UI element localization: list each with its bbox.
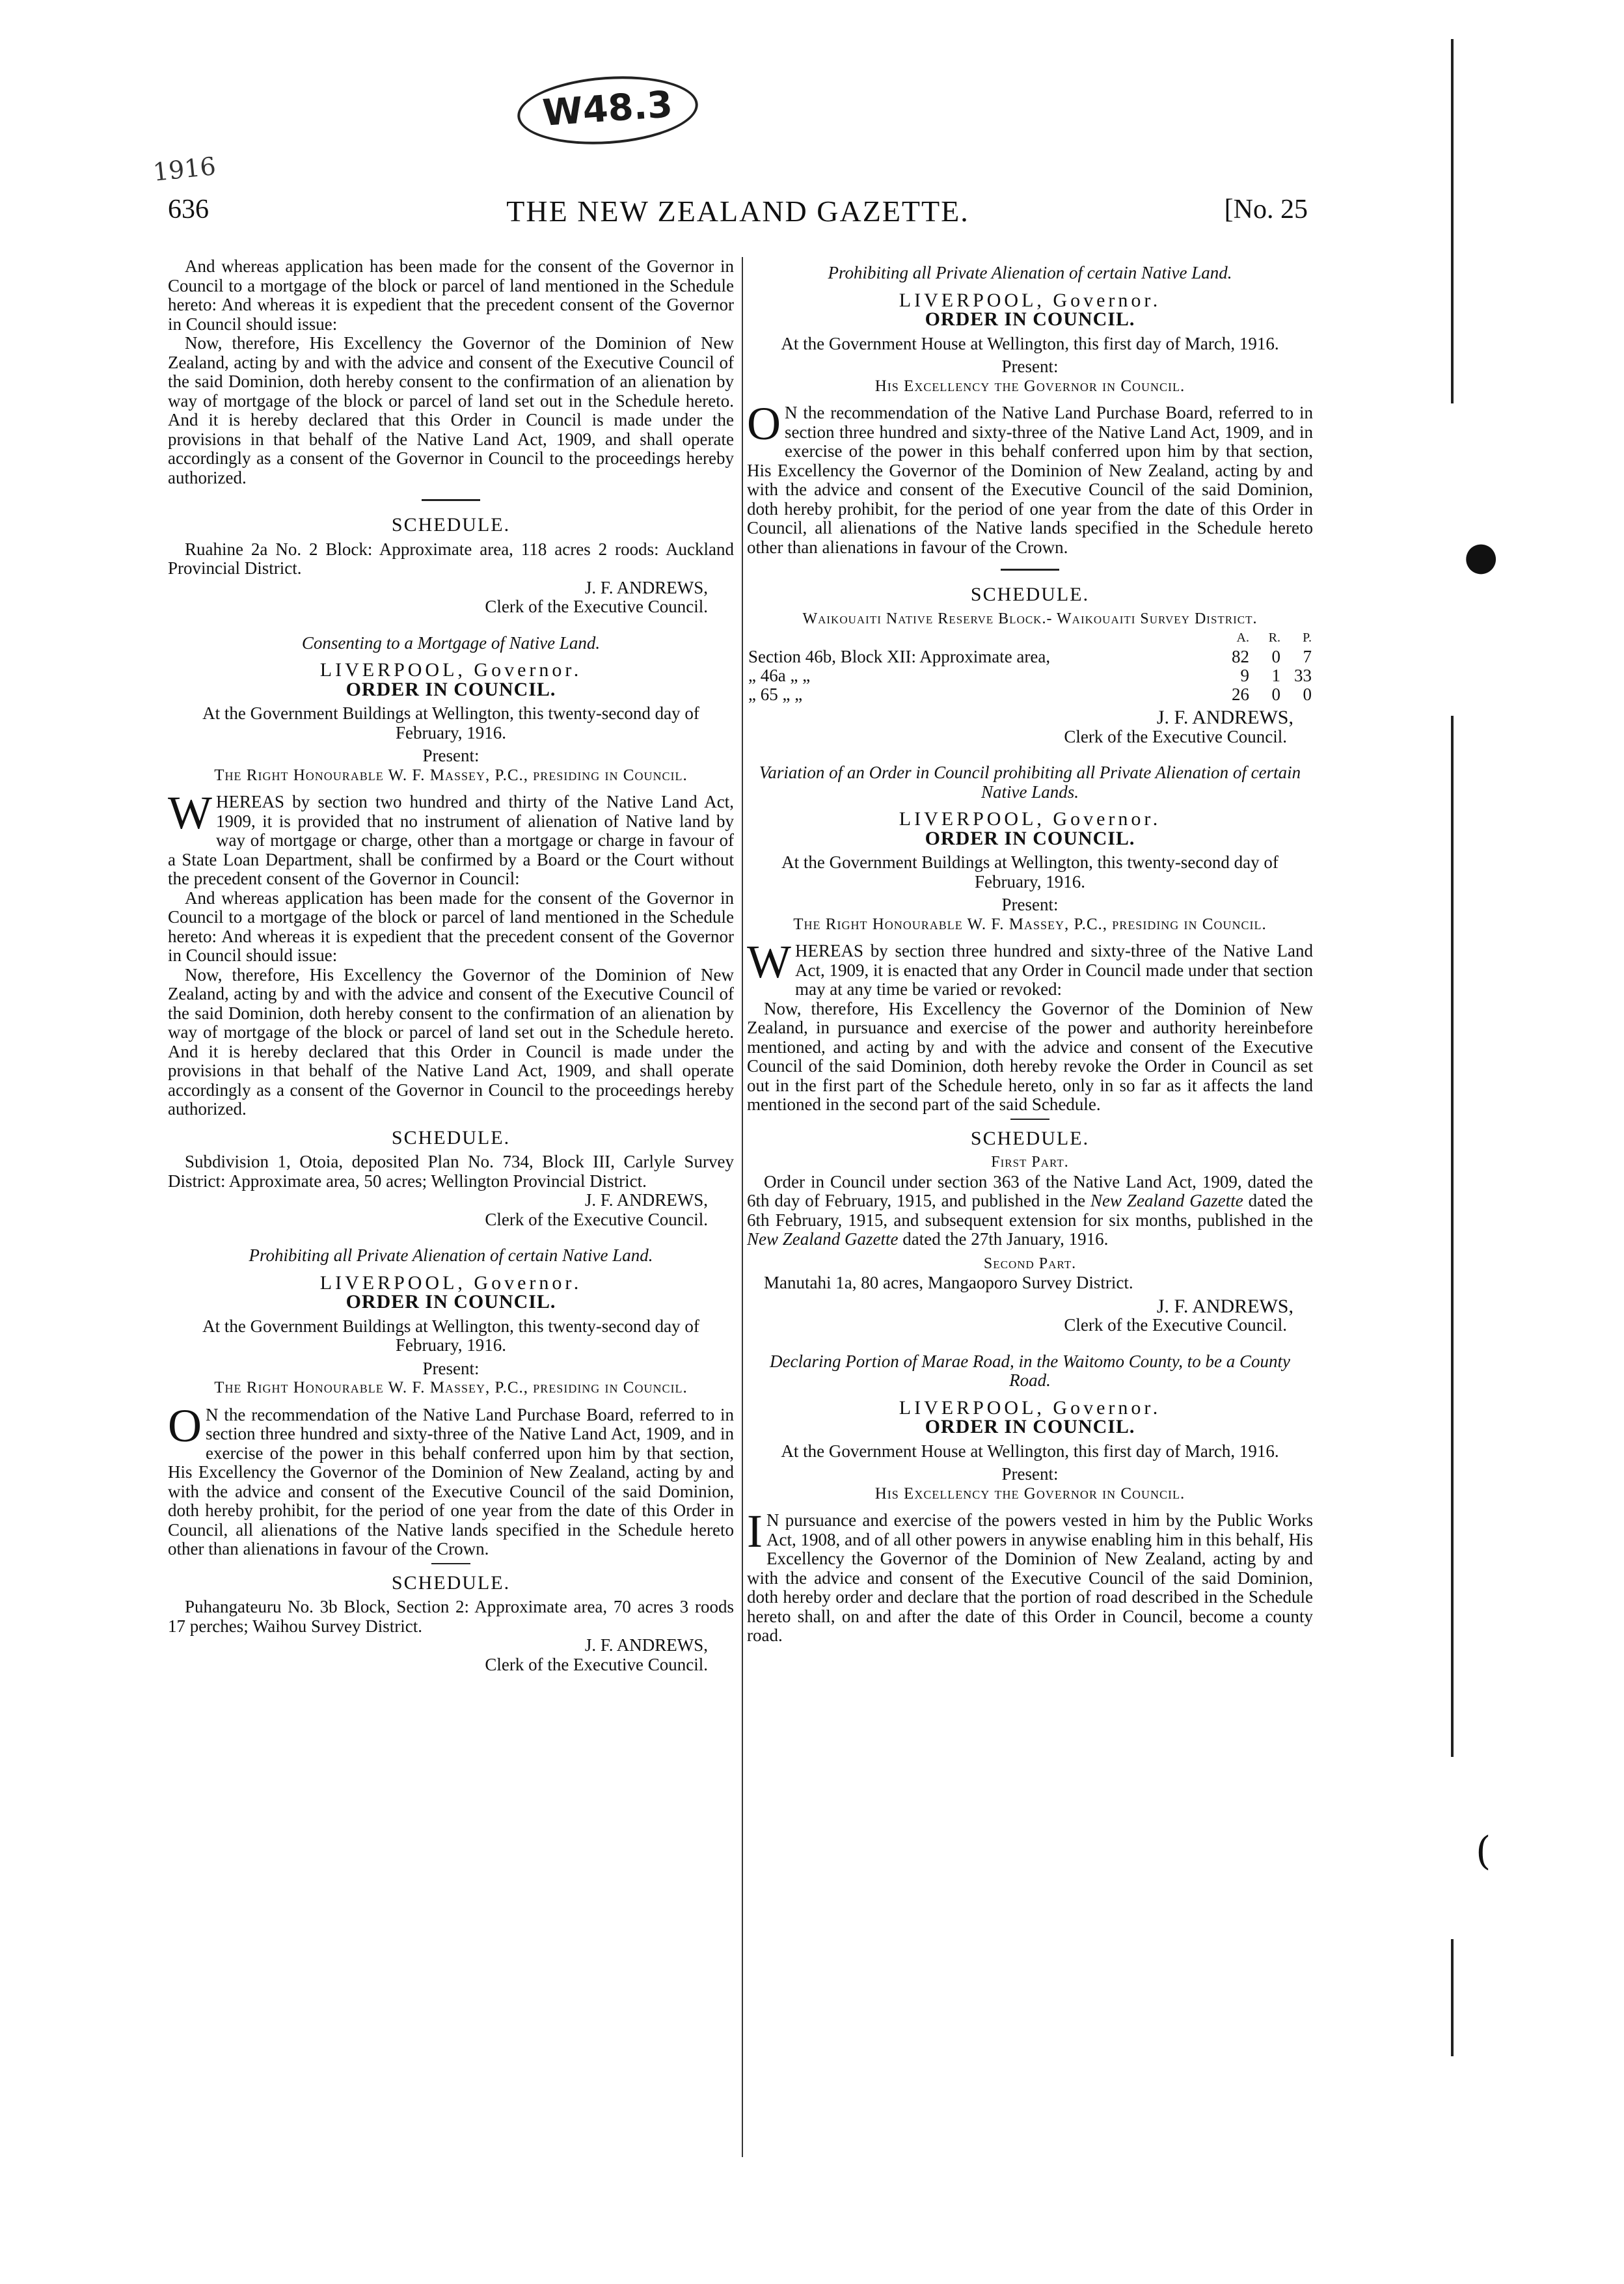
schedule-heading: SCHEDULE. [391, 514, 511, 536]
order-body-first: O N the recommendation of the Native Land Purchase Board, referred to in section three hundred and sixty-three of the Native Land Act, 1909, and in exercise of the power in this behalf conferred upon him by that section, His Excellency the Governor of the Dominion of New Zealand, acting by and with the advice and consent of the Executive Council of the said Dominion, doth hereby prohibit, for the period of one year from the date of this Order in Council, all alienations of the Native lands specified in the Schedule hereto other than alienations in favour of the Crown. [168, 1399, 734, 1558]
section-divider [431, 1563, 470, 1564]
second-part-text: Manutahi 1a, 80 acres, Mangaoporo Survey District. [764, 1273, 1133, 1292]
area-table [747, 629, 1313, 704]
binding-margin-line [1451, 39, 1454, 403]
first-part-text: Order in Council under section 363 of the Native Land Act, 1909, dated the 6th day of February, 1915, and published in the New Zealand Gazette dated the 6th February, 1915, and subsequent extension for six months, published in the New Zealand Gazette dated the 27th January, 1916. [747, 1171, 1313, 1249]
signatory-title: Clerk of the Executive Council. [485, 1209, 708, 1229]
handwritten-year-annotation: 1916 [151, 152, 217, 187]
schedule-heading: SCHEDULE. [970, 1127, 1090, 1149]
section-divider [422, 499, 480, 501]
present-label: Present: [1001, 1464, 1059, 1484]
signatory-name: J. F. ANDREWS, [1156, 1295, 1293, 1317]
schedule-heading: SCHEDULE. [391, 1571, 511, 1594]
binding-hole-mark: ● [1464, 534, 1498, 579]
present-label: Present: [422, 1358, 480, 1378]
presiding-line: His Excellency the Governor in Council. [874, 377, 1185, 395]
signatory-name: J. F. ANDREWS, [584, 1635, 708, 1655]
table-row [747, 666, 1313, 685]
row-roods: 1 [1271, 666, 1280, 685]
drop-cap: I [747, 1505, 763, 1557]
table-header-row [747, 629, 1313, 647]
row-label: Section 46b, Block XII: Approximate area, [748, 647, 1051, 666]
order-heading: Prohibiting all Private Alienation of certain Native Land. [828, 263, 1232, 282]
governor-line: LIVERPOOL, Governor. [319, 1271, 582, 1294]
intro-paragraph-1: And whereas application has been made for the consent of the Governor in Council to a mortgage of the block or parcel of land mentioned in the Schedule hereto: And whereas it is expedient that the precedent consent of the Governor in Council should issue: [168, 256, 734, 334]
order-title: ORDER IN COUNCIL. [345, 1291, 556, 1312]
binding-margin-line [1451, 716, 1454, 1757]
order-place-date: At the Government House at Wellington, this first day of March, 1916. [781, 333, 1279, 353]
order-body-first: I N pursuance and exercise of the powers vested in him by the Public Works Act, 1908, and of all other powers in anywise enabling him in this behalf, His Excellency the Governor of the Dominion of New Zealand, acting by and with the advice and consent of the Executive Council of the said Dominion, doth hereby order and declare that the portion of road described in the Schedule hereto shall, on and after the date of this Order in Council, become a county road. [747, 1505, 1313, 1645]
table-row [747, 647, 1313, 666]
present-label: Present: [422, 746, 480, 765]
row-roods: 0 [1271, 647, 1280, 666]
order-body-first: WHEREAS by section three hundred and sixty-three of the Native Land Act, 1909, it is enacted that any Order in Council made under that section may at any time be varied or revoked: [747, 936, 1313, 999]
row-acres: 82 [1232, 647, 1249, 666]
order-body-paragraph: Now, therefore, His Excellency the Governor of the Dominion of New Zealand, acting by and with the advice and consent of the Executive Council of the said Dominion, doth hereby consent to the confirmation of an alienation by way of mortgage of the block or parcel of land set out in the Schedule hereto. And it is hereby declared that this Order in Council is made under the provisions in that behalf of the Native Land Act, 1909, and shall operate accordingly as a consent of the Governor in Council to the proceedings hereby authorized. [168, 964, 734, 1119]
archive-reference-annotation: W48.3 [515, 70, 701, 150]
left-column [168, 257, 734, 1674]
signatory-title: Clerk of the Executive Council. [485, 597, 708, 616]
page-header [168, 194, 1308, 233]
row-roods: 0 [1271, 685, 1280, 704]
schedule-text: Subdivision 1, Otoia, deposited Plan No. 734, Block III, Carlyle Survey District: Approximate area, 50 acres; Wellington Provincial District. [168, 1152, 734, 1191]
order-title: ORDER IN COUNCIL. [925, 827, 1135, 849]
order-body-paragraph: And whereas application has been made for the consent of the Governor in Council to a mortgage of the block or parcel of land mentioned in the Schedule hereto: And whereas it is expedient that the precedent consent of the Governor in Council should issue: [168, 888, 734, 965]
order-heading: Consenting to a Mortgage of Native Land. [301, 632, 601, 653]
governor-line: LIVERPOOL, Governor. [899, 808, 1161, 830]
governor-line: LIVERPOOL, Governor. [899, 1396, 1161, 1419]
presiding-line: His Excellency the Governor in Council. [874, 1484, 1185, 1502]
column-roods-header: R. [1268, 631, 1280, 645]
order-place-date: At the Government House at Wellington, this first day of March, 1916. [781, 1441, 1279, 1461]
order-heading: Prohibiting all Private Alienation of certain Native Land. [249, 1245, 653, 1265]
order-title: ORDER IN COUNCIL. [925, 308, 1135, 330]
order-body-first: O N the recommendation of the Native Land Purchase Board, referred to in section three hundred and sixty-three of the Native Land Act, 1909, and in exercise of the power in this behalf conferred upon him by that section, His Excellency the Governor of the Dominion of New Zealand, acting by and with the advice and consent of the Executive Council of the said Dominion, doth hereby prohibit, for the period of one year from the date of this Order in Council, all alienations of the Native lands specified in the Schedule hereto other than alienations in favour of the Crown. [747, 398, 1313, 557]
signatory-name: J. F. ANDREWS, [1156, 707, 1293, 728]
order-place-date: At the Government Buildings at Wellington, this twenty-second day of February, 1916. [781, 852, 1279, 891]
order-title: ORDER IN COUNCIL. [345, 678, 556, 700]
section-divider [1010, 1119, 1049, 1120]
order-heading: Declaring Portion of Marae Road, in the Waitomo County, to be a County Road. [770, 1351, 1290, 1390]
drop-cap: W [747, 936, 791, 988]
row-perches: 7 [1303, 647, 1312, 666]
binding-hole-mark: ( [1476, 1829, 1491, 1874]
signatory-title: Clerk of the Executive Council. [1064, 726, 1287, 746]
row-acres: 26 [1232, 685, 1249, 704]
schedule-text: Puhangateuru No. 3b Block, Section 2: Approximate area, 70 acres 3 roods 17 perches; Waihou Survey District. [168, 1597, 734, 1636]
column-perches-header: P. [1303, 631, 1312, 645]
signatory-title: Clerk of the Executive Council. [1064, 1315, 1287, 1335]
right-column [747, 257, 1313, 1646]
signatory-title: Clerk of the Executive Council. [485, 1654, 708, 1674]
gazette-title: THE NEW ZEALAND GAZETTE. [506, 195, 969, 228]
order-body-paragraph: Now, therefore, His Excellency the Governor of the Dominion of New Zealand, in pursuance and exercise of the power and authority hereinbefore mentioned, and acting by and with the advice and consent of the Executive Council of the said Dominion, doth hereby revoke the Order in Council as set out in the first part of the Schedule hereto, only in so far as it affects the land mentioned in the second part of the said Schedule. [747, 998, 1313, 1114]
drop-cap: O [747, 398, 781, 450]
order-body-first: WHEREAS by section two hundred and thirty of the Native Land Act, 1909, it is provided that no instrument of alienation of Native land by way of mortgage or charge, other than a mortgage or charge in favour of a State Loan Department, shall be confirmed by a Board or the Court without the precedent consent of the Governor in Council: [168, 787, 734, 888]
signatory-name: J. F. ANDREWS, [584, 577, 708, 597]
binding-margin-line [1451, 1939, 1454, 2056]
order-place-date: At the Government Buildings at Wellington, this twenty-second day of February, 1916. [202, 703, 699, 742]
first-part-label: First Part. [991, 1154, 1069, 1171]
schedule-heading: SCHEDULE. [970, 584, 1090, 605]
presiding-line: The Right Honourable W. F. Massey, P.C., presiding in Council. [793, 915, 1267, 933]
present-label: Present: [1001, 895, 1059, 914]
presiding-line: The Right Honourable W. F. Massey, P.C., presiding in Council. [214, 766, 688, 784]
row-perches: 33 [1294, 666, 1312, 685]
drop-cap: W [168, 787, 212, 839]
row-perches: 0 [1303, 685, 1312, 704]
row-label: „ 65 „ „ [748, 685, 803, 704]
table-row [747, 685, 1313, 704]
governor-line: LIVERPOOL, Governor. [319, 659, 582, 681]
second-part-label: Second Part. [983, 1255, 1077, 1272]
row-label: „ 46a „ „ [748, 666, 811, 685]
schedule-heading: SCHEDULE. [391, 1126, 511, 1149]
order-place-date: At the Government Buildings at Wellington, this twenty-second day of February, 1916. [202, 1316, 699, 1355]
section-divider [1001, 569, 1059, 571]
presiding-line: The Right Honourable W. F. Massey, P.C., presiding in Council. [214, 1379, 688, 1396]
row-acres: 9 [1240, 666, 1249, 685]
schedule-subheading: Waikouaiti Native Reserve Block.- Waikouaiti Survey District. [802, 610, 1258, 627]
issue-number: [No. 25 [1224, 195, 1308, 224]
present-label: Present: [1001, 357, 1059, 376]
column-acres-header: A. [1236, 631, 1249, 645]
schedule-text: Ruahine 2a No. 2 Block: Approximate area, 118 acres 2 roods: Auckland Provincial District. [168, 539, 734, 578]
order-heading: Variation of an Order in Council prohibiting all Private Alienation of certain Native Lands. [759, 763, 1301, 802]
drop-cap: O [168, 1399, 202, 1452]
signatory-name: J. F. ANDREWS, [584, 1190, 708, 1210]
intro-paragraph-2: Now, therefore, His Excellency the Governor of the Dominion of New Zealand, acting by and with the advice and consent of the Executive Council of the said Dominion, doth hereby consent to the confirmation of an alienation by way of mortgage of the block or parcel of land set out in the Schedule hereto. And it is hereby declared that this Order in Council is made under the provisions in that behalf of the Native Land Act, 1909, and shall operate accordingly as a consent of the Governor in Council to the proceedings hereby authorized. [168, 333, 734, 487]
order-title: ORDER IN COUNCIL. [925, 1416, 1135, 1437]
column-divider [742, 257, 743, 2157]
governor-line: LIVERPOOL, Governor. [899, 289, 1161, 311]
page-number: 636 [168, 195, 209, 224]
